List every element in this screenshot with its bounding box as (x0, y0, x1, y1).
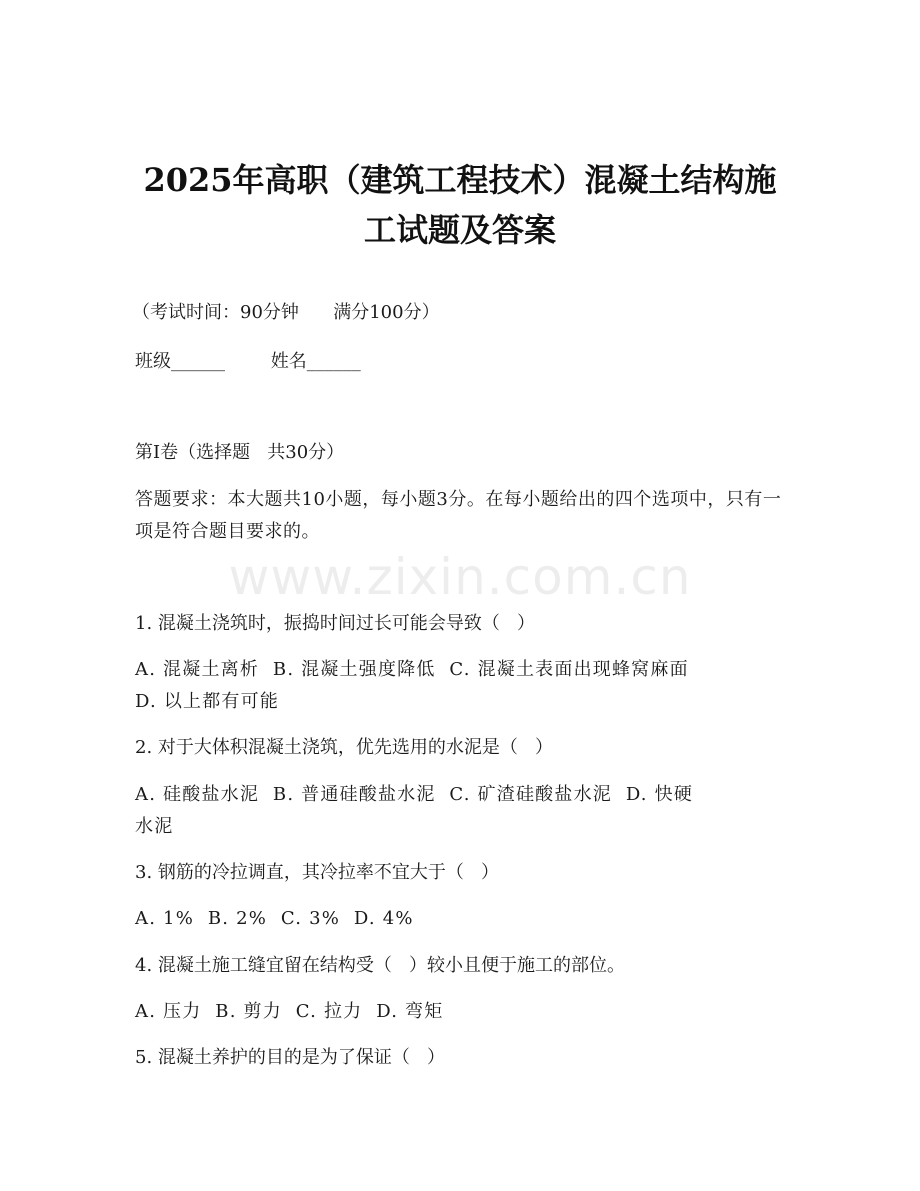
question-3-options: A. 1% B. 2% C. 3% D. 4% (135, 908, 414, 929)
document-title-line2: 工试题及答案 (363, 211, 556, 249)
question-4-options: A. 压力 B. 剪力 C. 拉力 D. 弯矩 (135, 1001, 444, 1022)
question-5-stem: 5. 混凝土养护的目的是为了保证（ ） (135, 1047, 446, 1068)
question-4-stem: 4. 混凝土施工缝宜留在结构受（ ）较小且便于施工的部位。 (135, 955, 626, 976)
watermark: www.zixin.com.cn (228, 548, 692, 606)
section-title: 第I卷（选择题 共30分） (135, 442, 345, 463)
question-1-stem: 1. 混凝土浇筑时，振捣时间过长可能会导致（ ） (135, 613, 536, 634)
instructions: 答题要求：本大题共10小题，每小题3分。在每小题给出的四个选项中，只有一项是符合题目要求的。 (135, 489, 782, 542)
document-title-line1: 2025年高职（建筑工程技术）混凝土结构施 (143, 161, 777, 199)
question-1-options-line2: D. 以上都有可能 (135, 691, 280, 712)
question-3-stem: 3. 钢筋的冷拉调直，其冷拉率不宜大于（ ） (135, 862, 500, 883)
question-2-options-line2: 水泥 (135, 816, 174, 837)
question-2-options-line1: A. 硅酸盐水泥 B. 普通硅酸盐水泥 C. 矿渣硅酸盐水泥 D. 快硬 (135, 784, 694, 805)
question-1-options-line1: A. 混凝土离析 B. 混凝土强度降低 C. 混凝土表面出现蜂窝麻面 (135, 659, 689, 680)
class-name-line: 班级______ 姓名______ (135, 351, 361, 372)
question-2-stem: 2. 对于大体积混凝土浇筑，优先选用的水泥是（ ） (135, 737, 554, 758)
exam-info: （考试时间：90分钟 满分100分） (132, 302, 440, 323)
